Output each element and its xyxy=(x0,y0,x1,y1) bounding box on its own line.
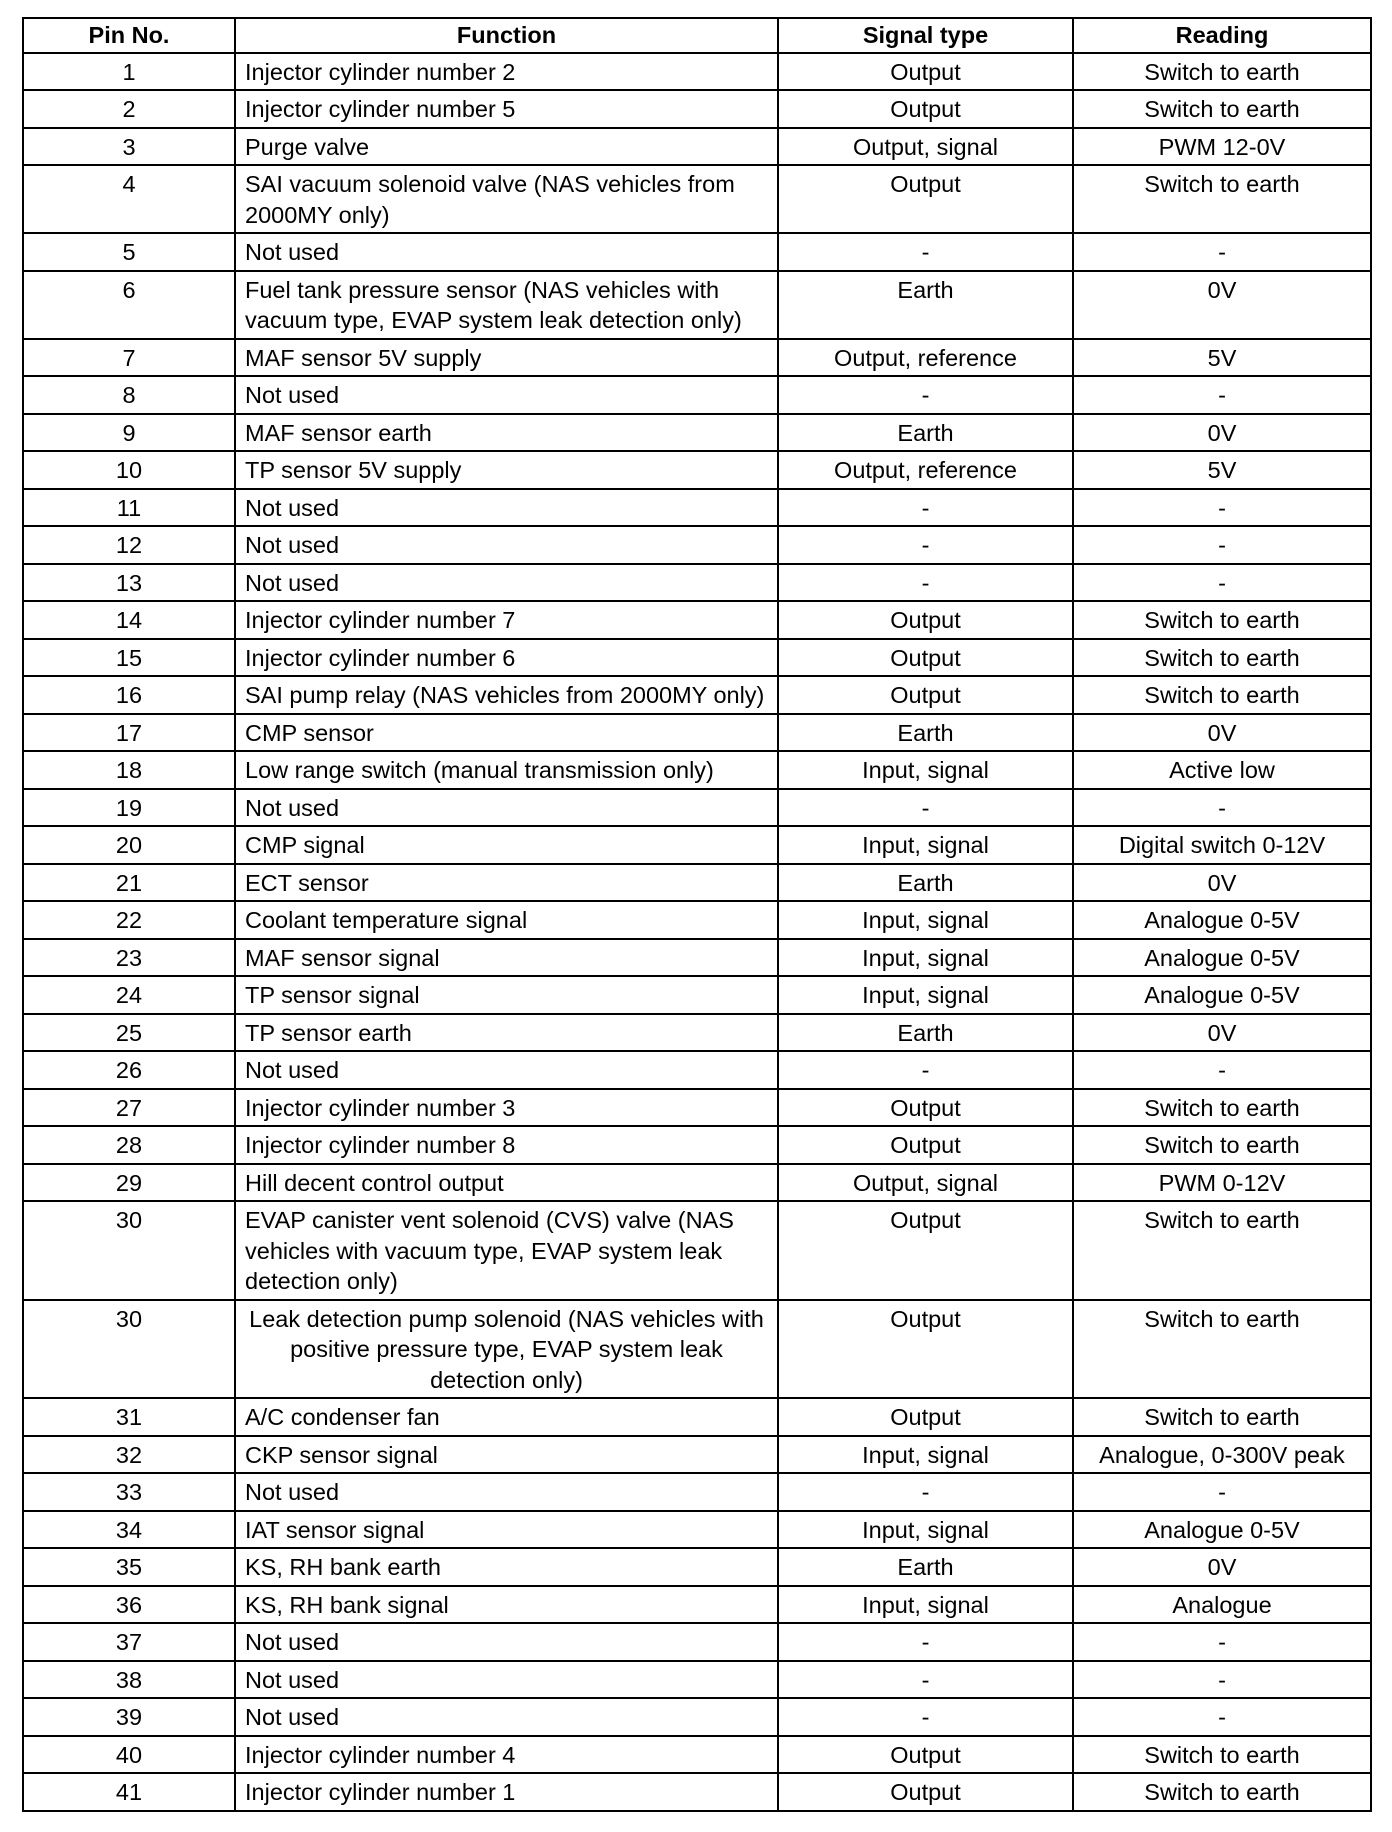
reading-cell: 0V xyxy=(1073,714,1371,752)
function-cell: KS, RH bank earth xyxy=(235,1548,778,1586)
function-cell: CMP signal xyxy=(235,826,778,864)
pin-cell: 27 xyxy=(23,1089,235,1127)
reading-cell: 0V xyxy=(1073,1548,1371,1586)
table-row xyxy=(23,901,1371,939)
table-row xyxy=(23,976,1371,1014)
signal-type-cell: Output xyxy=(778,1300,1073,1399)
reading-cell: Switch to earth xyxy=(1073,1300,1371,1399)
table-row xyxy=(23,639,1371,677)
table-row xyxy=(23,564,1371,602)
reading-cell: Switch to earth xyxy=(1073,1089,1371,1127)
pin-cell: 35 xyxy=(23,1548,235,1586)
table-row xyxy=(23,1511,1371,1549)
pin-cell: 7 xyxy=(23,339,235,377)
reading-cell: 5V xyxy=(1073,451,1371,489)
signal-type-cell: Output, signal xyxy=(778,128,1073,166)
pin-cell: 8 xyxy=(23,376,235,414)
function-cell: Hill decent control output xyxy=(235,1164,778,1202)
signal-type-cell: Earth xyxy=(778,1014,1073,1052)
table-row xyxy=(23,53,1371,91)
table-row xyxy=(23,601,1371,639)
pin-cell: 1 xyxy=(23,53,235,91)
table-row xyxy=(23,1051,1371,1089)
signal-type-cell: - xyxy=(778,489,1073,527)
pin-function-table xyxy=(22,17,1372,1812)
function-cell: Injector cylinder number 6 xyxy=(235,639,778,677)
function-cell: Not used xyxy=(235,1661,778,1699)
function-cell: TP sensor earth xyxy=(235,1014,778,1052)
pin-cell: 40 xyxy=(23,1736,235,1774)
reading-cell: 0V xyxy=(1073,1014,1371,1052)
pin-cell: 24 xyxy=(23,976,235,1014)
reading-cell: Switch to earth xyxy=(1073,676,1371,714)
function-cell: Injector cylinder number 2 xyxy=(235,53,778,91)
pin-cell: 37 xyxy=(23,1623,235,1661)
pin-cell: 39 xyxy=(23,1698,235,1736)
table-row xyxy=(23,526,1371,564)
reading-cell: Switch to earth xyxy=(1073,1773,1371,1811)
pin-cell: 3 xyxy=(23,128,235,166)
signal-type-cell: - xyxy=(778,789,1073,827)
table-row xyxy=(23,864,1371,902)
table-row xyxy=(23,1164,1371,1202)
table-row xyxy=(23,233,1371,271)
reading-cell: - xyxy=(1073,1698,1371,1736)
reading-cell: Switch to earth xyxy=(1073,1736,1371,1774)
function-cell: Injector cylinder number 8 xyxy=(235,1126,778,1164)
signal-type-cell: Output xyxy=(778,1089,1073,1127)
pin-cell: 5 xyxy=(23,233,235,271)
pin-cell: 4 xyxy=(23,165,235,233)
signal-type-cell: Output, reference xyxy=(778,339,1073,377)
function-cell: Not used xyxy=(235,376,778,414)
signal-type-cell: Output, signal xyxy=(778,1164,1073,1202)
function-cell: SAI vacuum solenoid valve (NAS vehicles from 2000MY only) xyxy=(235,165,778,233)
signal-type-cell: Input, signal xyxy=(778,826,1073,864)
function-cell: Not used xyxy=(235,1698,778,1736)
pin-cell: 34 xyxy=(23,1511,235,1549)
signal-type-cell: Input, signal xyxy=(778,751,1073,789)
table-header-row xyxy=(23,18,1371,53)
pin-cell: 41 xyxy=(23,1773,235,1811)
reading-cell: Digital switch 0-12V xyxy=(1073,826,1371,864)
signal-type-cell: Output xyxy=(778,165,1073,233)
reading-cell: Switch to earth xyxy=(1073,639,1371,677)
function-cell: KS, RH bank signal xyxy=(235,1586,778,1624)
signal-type-cell: Input, signal xyxy=(778,1436,1073,1474)
table-row xyxy=(23,1201,1371,1300)
function-cell: TP sensor signal xyxy=(235,976,778,1014)
reading-cell: - xyxy=(1073,1661,1371,1699)
reading-cell: Analogue, 0-300V peak xyxy=(1073,1436,1371,1474)
table-row xyxy=(23,1548,1371,1586)
function-cell: Not used xyxy=(235,789,778,827)
table-row xyxy=(23,271,1371,339)
signal-type-cell: Input, signal xyxy=(778,1586,1073,1624)
function-cell: A/C condenser fan xyxy=(235,1398,778,1436)
reading-cell: - xyxy=(1073,789,1371,827)
signal-type-cell: Output xyxy=(778,676,1073,714)
signal-type-cell: Output xyxy=(778,1126,1073,1164)
reading-cell: Switch to earth xyxy=(1073,165,1371,233)
function-cell: EVAP canister vent solenoid (CVS) valve (NAS vehicles with vacuum type, EVAP system leak detection only) xyxy=(235,1201,778,1300)
document-page xyxy=(22,17,1370,1812)
reading-cell: 0V xyxy=(1073,864,1371,902)
function-cell: Purge valve xyxy=(235,128,778,166)
reading-cell: Analogue xyxy=(1073,1586,1371,1624)
reading-cell: PWM 0-12V xyxy=(1073,1164,1371,1202)
pin-cell: 16 xyxy=(23,676,235,714)
signal-type-cell: - xyxy=(778,1051,1073,1089)
pin-cell: 10 xyxy=(23,451,235,489)
function-cell: Low range switch (manual transmission only) xyxy=(235,751,778,789)
pin-cell: 36 xyxy=(23,1586,235,1624)
pin-cell: 20 xyxy=(23,826,235,864)
function-cell: Not used xyxy=(235,564,778,602)
pin-cell: 11 xyxy=(23,489,235,527)
table-row xyxy=(23,1300,1371,1399)
signal-type-cell: - xyxy=(778,1698,1073,1736)
signal-type-cell: Output xyxy=(778,90,1073,128)
table-row xyxy=(23,939,1371,977)
function-cell: Not used xyxy=(235,526,778,564)
reading-cell: - xyxy=(1073,233,1371,271)
signal-type-cell: Output xyxy=(778,1201,1073,1300)
reading-cell: Analogue 0-5V xyxy=(1073,901,1371,939)
function-cell: MAF sensor signal xyxy=(235,939,778,977)
table-row xyxy=(23,676,1371,714)
reading-cell: 0V xyxy=(1073,414,1371,452)
reading-cell: - xyxy=(1073,489,1371,527)
function-cell: Injector cylinder number 7 xyxy=(235,601,778,639)
table-row xyxy=(23,1473,1371,1511)
function-cell: Coolant temperature signal xyxy=(235,901,778,939)
function-cell: Not used xyxy=(235,233,778,271)
table-body xyxy=(23,53,1371,1811)
table-row xyxy=(23,826,1371,864)
reading-cell: Switch to earth xyxy=(1073,1201,1371,1300)
reading-cell: Switch to earth xyxy=(1073,601,1371,639)
pin-cell: 30 xyxy=(23,1300,235,1399)
signal-type-cell: Output xyxy=(778,1398,1073,1436)
reading-cell: Switch to earth xyxy=(1073,53,1371,91)
pin-cell: 15 xyxy=(23,639,235,677)
pin-cell: 14 xyxy=(23,601,235,639)
table-row xyxy=(23,128,1371,166)
reading-cell: Switch to earth xyxy=(1073,90,1371,128)
function-cell: SAI pump relay (NAS vehicles from 2000MY only) xyxy=(235,676,778,714)
reading-cell: Active low xyxy=(1073,751,1371,789)
table-row xyxy=(23,1586,1371,1624)
function-cell: Injector cylinder number 4 xyxy=(235,1736,778,1774)
pin-cell: 25 xyxy=(23,1014,235,1052)
pin-cell: 2 xyxy=(23,90,235,128)
reading-cell: - xyxy=(1073,376,1371,414)
signal-type-cell: Output xyxy=(778,1736,1073,1774)
pin-cell: 13 xyxy=(23,564,235,602)
table-row xyxy=(23,1698,1371,1736)
pin-cell: 23 xyxy=(23,939,235,977)
table-row xyxy=(23,1089,1371,1127)
pin-cell: 12 xyxy=(23,526,235,564)
pin-cell: 29 xyxy=(23,1164,235,1202)
pin-cell: 30 xyxy=(23,1201,235,1300)
signal-type-cell: Input, signal xyxy=(778,901,1073,939)
function-cell: IAT sensor signal xyxy=(235,1511,778,1549)
reading-cell: Analogue 0-5V xyxy=(1073,1511,1371,1549)
reading-cell: Switch to earth xyxy=(1073,1398,1371,1436)
pin-cell: 9 xyxy=(23,414,235,452)
header-reading: Reading xyxy=(1073,18,1371,53)
function-cell: CMP sensor xyxy=(235,714,778,752)
header-function: Function xyxy=(235,18,778,53)
pin-cell: 17 xyxy=(23,714,235,752)
reading-cell: - xyxy=(1073,1473,1371,1511)
function-cell: Not used xyxy=(235,1051,778,1089)
table-row xyxy=(23,451,1371,489)
reading-cell: Analogue 0-5V xyxy=(1073,976,1371,1014)
pin-cell: 6 xyxy=(23,271,235,339)
function-cell: ECT sensor xyxy=(235,864,778,902)
function-cell: MAF sensor earth xyxy=(235,414,778,452)
table-row xyxy=(23,714,1371,752)
pin-cell: 38 xyxy=(23,1661,235,1699)
signal-type-cell: Output xyxy=(778,53,1073,91)
table-row xyxy=(23,376,1371,414)
reading-cell: - xyxy=(1073,564,1371,602)
pin-cell: 18 xyxy=(23,751,235,789)
reading-cell: - xyxy=(1073,1051,1371,1089)
reading-cell: Analogue 0-5V xyxy=(1073,939,1371,977)
signal-type-cell: Input, signal xyxy=(778,1511,1073,1549)
table-row xyxy=(23,489,1371,527)
signal-type-cell: - xyxy=(778,564,1073,602)
table-row xyxy=(23,165,1371,233)
reading-cell: PWM 12-0V xyxy=(1073,128,1371,166)
pin-cell: 31 xyxy=(23,1398,235,1436)
signal-type-cell: Output xyxy=(778,601,1073,639)
signal-type-cell: Input, signal xyxy=(778,976,1073,1014)
signal-type-cell: Output, reference xyxy=(778,451,1073,489)
table-row xyxy=(23,1126,1371,1164)
table-row xyxy=(23,339,1371,377)
function-cell: Not used xyxy=(235,1473,778,1511)
function-cell: TP sensor 5V supply xyxy=(235,451,778,489)
table-row xyxy=(23,414,1371,452)
signal-type-cell: Earth xyxy=(778,864,1073,902)
function-cell: Injector cylinder number 1 xyxy=(235,1773,778,1811)
signal-type-cell: Output xyxy=(778,1773,1073,1811)
table-row xyxy=(23,751,1371,789)
table-row xyxy=(23,90,1371,128)
reading-cell: - xyxy=(1073,526,1371,564)
table-row xyxy=(23,1436,1371,1474)
signal-type-cell: - xyxy=(778,526,1073,564)
signal-type-cell: - xyxy=(778,233,1073,271)
pin-cell: 22 xyxy=(23,901,235,939)
table-row xyxy=(23,1661,1371,1699)
signal-type-cell: - xyxy=(778,1661,1073,1699)
pin-cell: 33 xyxy=(23,1473,235,1511)
function-cell: MAF sensor 5V supply xyxy=(235,339,778,377)
signal-type-cell: Output xyxy=(778,639,1073,677)
function-cell: Not used xyxy=(235,1623,778,1661)
signal-type-cell: Input, signal xyxy=(778,939,1073,977)
signal-type-cell: Earth xyxy=(778,714,1073,752)
signal-type-cell: - xyxy=(778,1623,1073,1661)
pin-cell: 21 xyxy=(23,864,235,902)
signal-type-cell: Earth xyxy=(778,414,1073,452)
reading-cell: Switch to earth xyxy=(1073,1126,1371,1164)
pin-cell: 19 xyxy=(23,789,235,827)
table-row xyxy=(23,1773,1371,1811)
function-cell: Injector cylinder number 3 xyxy=(235,1089,778,1127)
function-cell: CKP sensor signal xyxy=(235,1436,778,1474)
signal-type-cell: Earth xyxy=(778,271,1073,339)
table-row xyxy=(23,789,1371,827)
table-row xyxy=(23,1014,1371,1052)
function-cell: Fuel tank pressure sensor (NAS vehicles with vacuum type, EVAP system leak detection only) xyxy=(235,271,778,339)
pin-cell: 26 xyxy=(23,1051,235,1089)
table-row xyxy=(23,1736,1371,1774)
pin-cell: 28 xyxy=(23,1126,235,1164)
header-pin-no: Pin No. xyxy=(23,18,235,53)
table-row xyxy=(23,1398,1371,1436)
header-signal-type: Signal type xyxy=(778,18,1073,53)
signal-type-cell: - xyxy=(778,376,1073,414)
reading-cell: - xyxy=(1073,1623,1371,1661)
pin-cell: 32 xyxy=(23,1436,235,1474)
table-row xyxy=(23,1623,1371,1661)
signal-type-cell: - xyxy=(778,1473,1073,1511)
reading-cell: 5V xyxy=(1073,339,1371,377)
function-cell: Injector cylinder number 5 xyxy=(235,90,778,128)
function-cell: Not used xyxy=(235,489,778,527)
reading-cell: 0V xyxy=(1073,271,1371,339)
function-cell: Leak detection pump solenoid (NAS vehicles with positive pressure type, EVAP system leak detection only) xyxy=(235,1300,778,1399)
signal-type-cell: Earth xyxy=(778,1548,1073,1586)
